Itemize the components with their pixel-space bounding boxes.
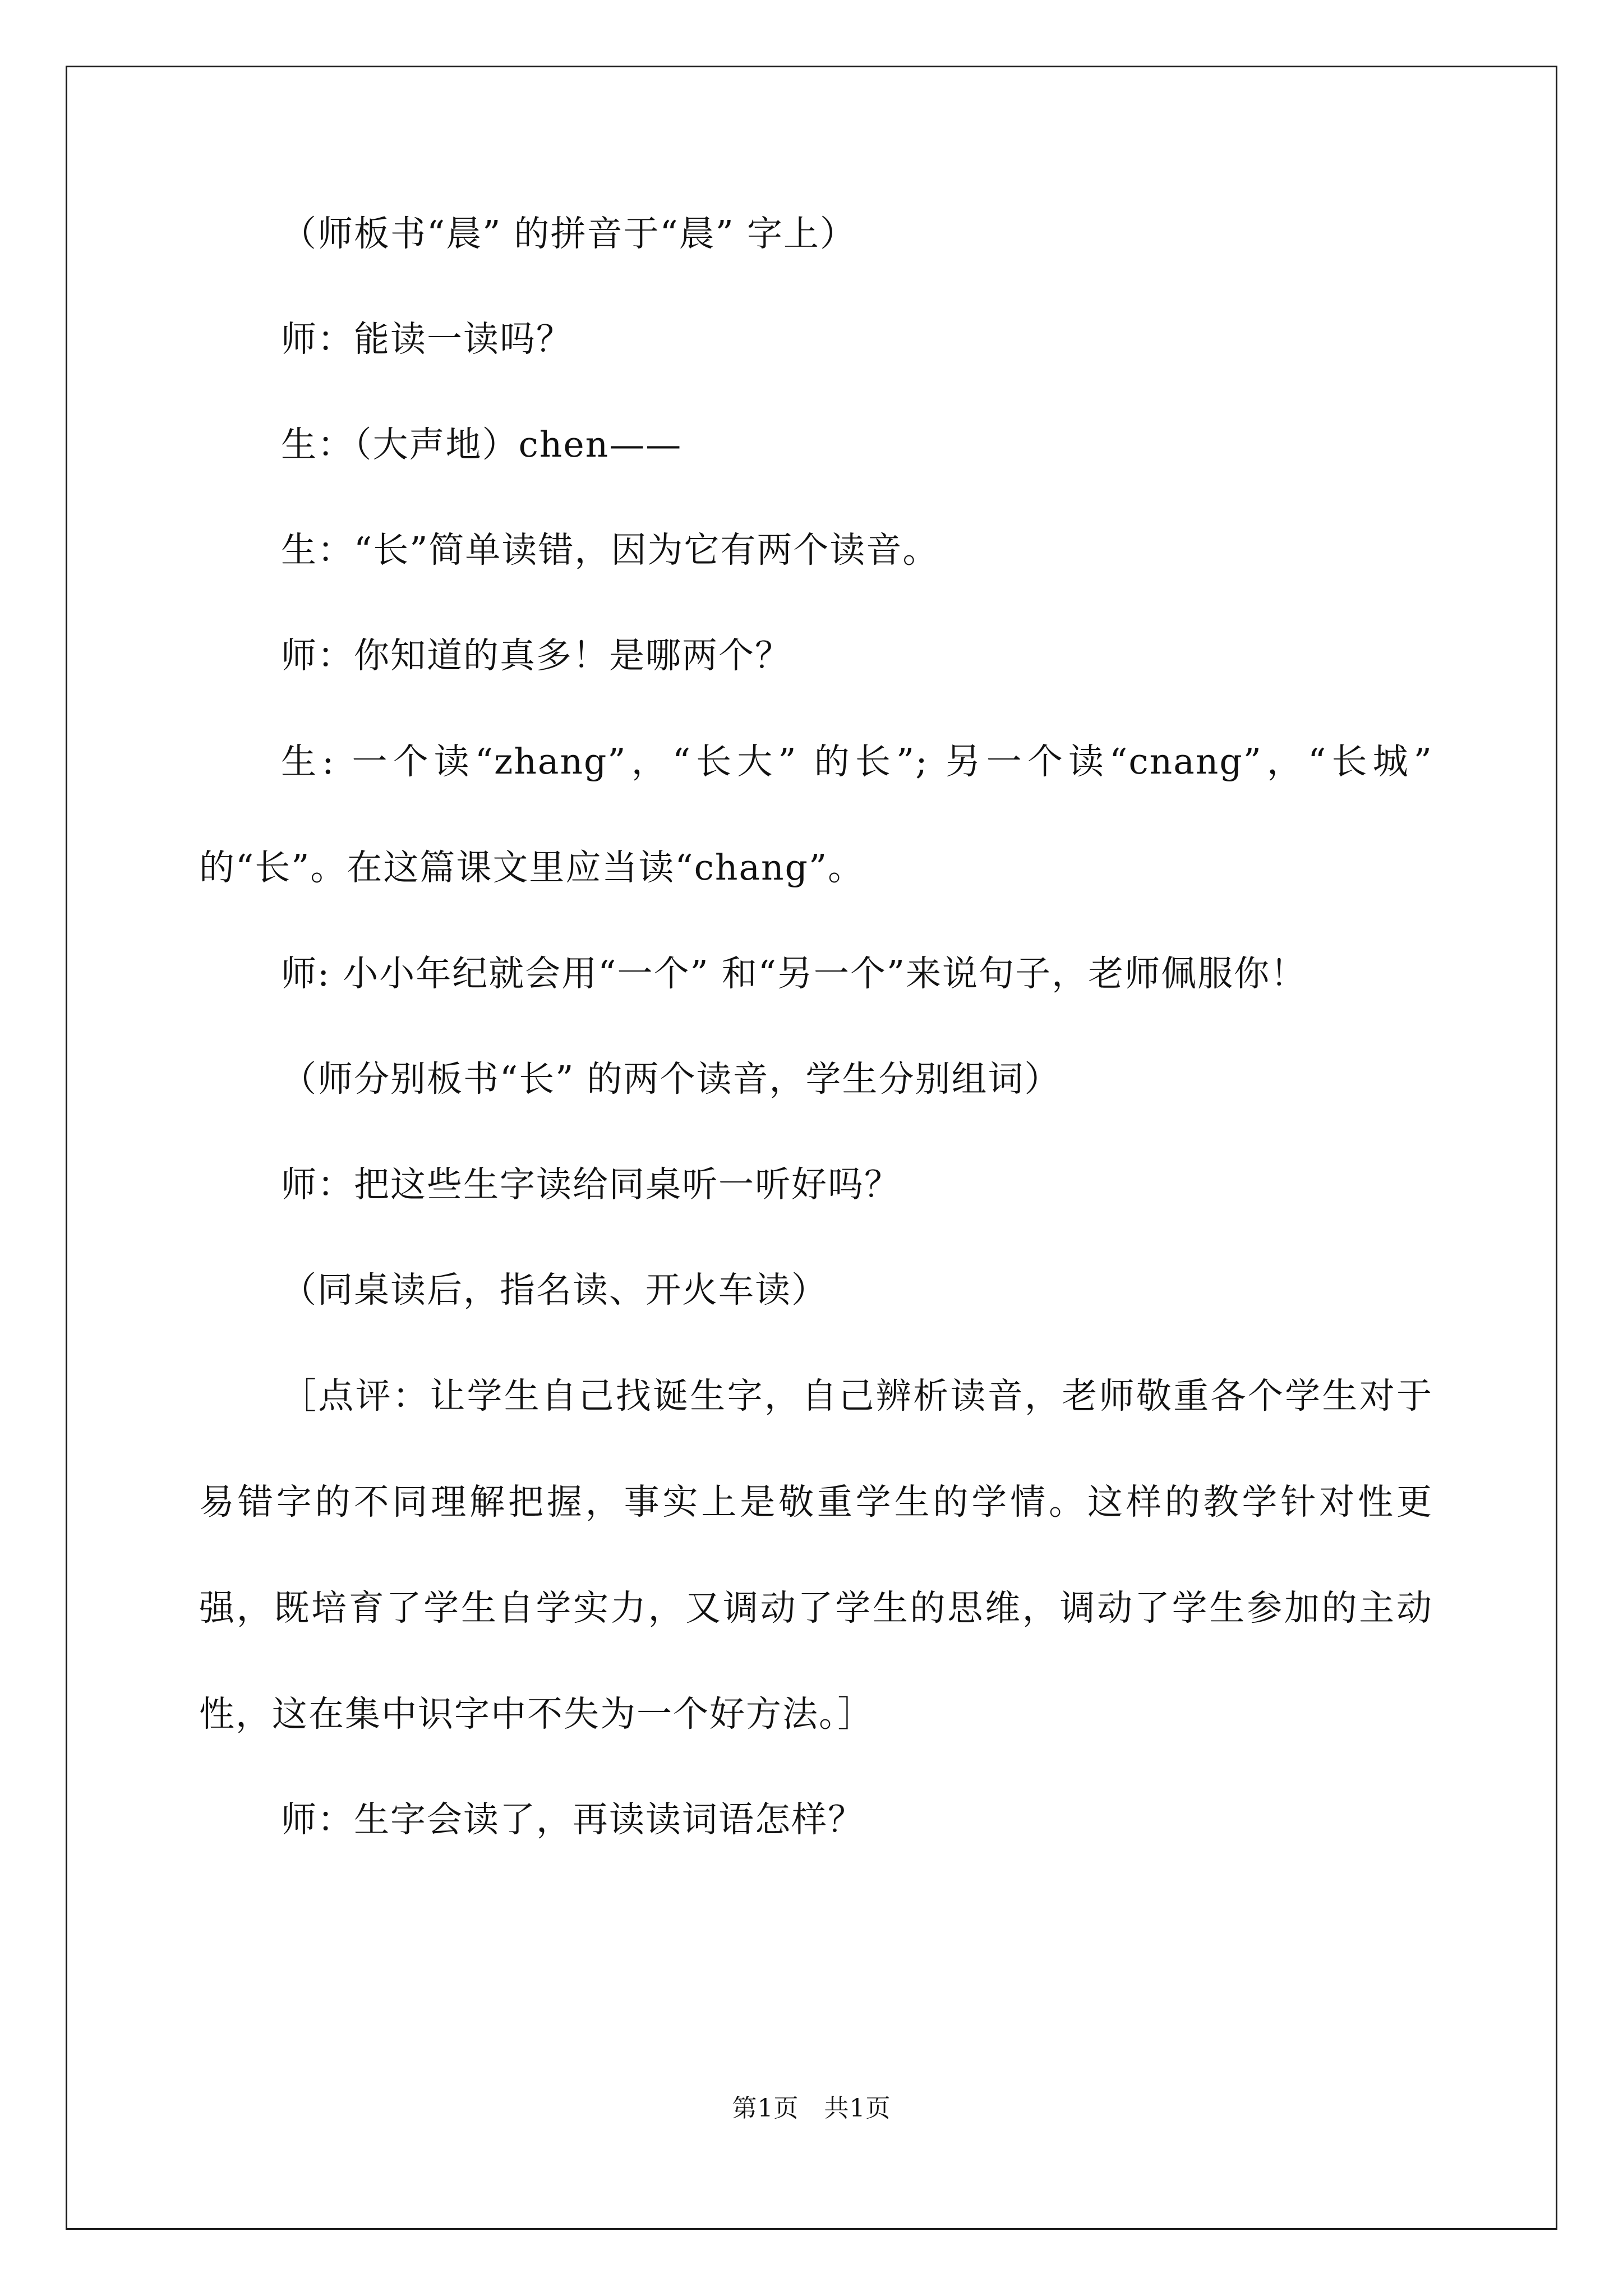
paragraph: 生：（大声地）chen—— xyxy=(281,424,683,465)
paragraph: 生: 一个读“zhang”，“长大” 的长”; 另一个读“cnang”，“长城” 的“长”。在这篇课文里应当读“chang”。 xyxy=(199,741,1433,888)
paragraph: （师分别板书“长” 的两个读音，学生分别组词） xyxy=(281,1059,1061,1099)
page-footer: 第1页 共1页 xyxy=(732,2094,891,2123)
paragraph: 师：把这些生字读给同桌听一听好吗？ xyxy=(281,1164,901,1205)
paragraph: （师板书“晨” 的拼音于“晨” 字上） xyxy=(281,213,856,254)
paragraph: （同桌读后，指名读、开火车读） xyxy=(281,1269,828,1310)
document-body xyxy=(199,208,1433,1899)
paragraph: 师：生字会读了，再读读词语怎样？ xyxy=(281,1799,864,1840)
paragraph: 师：能读一读吗？ xyxy=(281,319,573,360)
paragraph: 生：“长”简单读错，因为它有两个读音。 xyxy=(281,530,939,570)
paragraph: 师：你知道的真多！是哪两个？ xyxy=(281,635,791,676)
paragraph: 师: 小小年纪就会用“一个” 和“另一个”来说句子，老师佩服你！ xyxy=(281,953,1307,994)
commentary-paragraph: ［点评：让学生自己找诞生字，自己辨析读音，老师敬重各个学生对于易错字的不同理解把握，事实上是敬重学生的学情。这样的教学针对性更强，既培育了学生自学实力，又调动了学生的思维，调动了学生参加的主动性，这在集中识字中不失为一个好方法。］ xyxy=(199,1375,1433,1734)
